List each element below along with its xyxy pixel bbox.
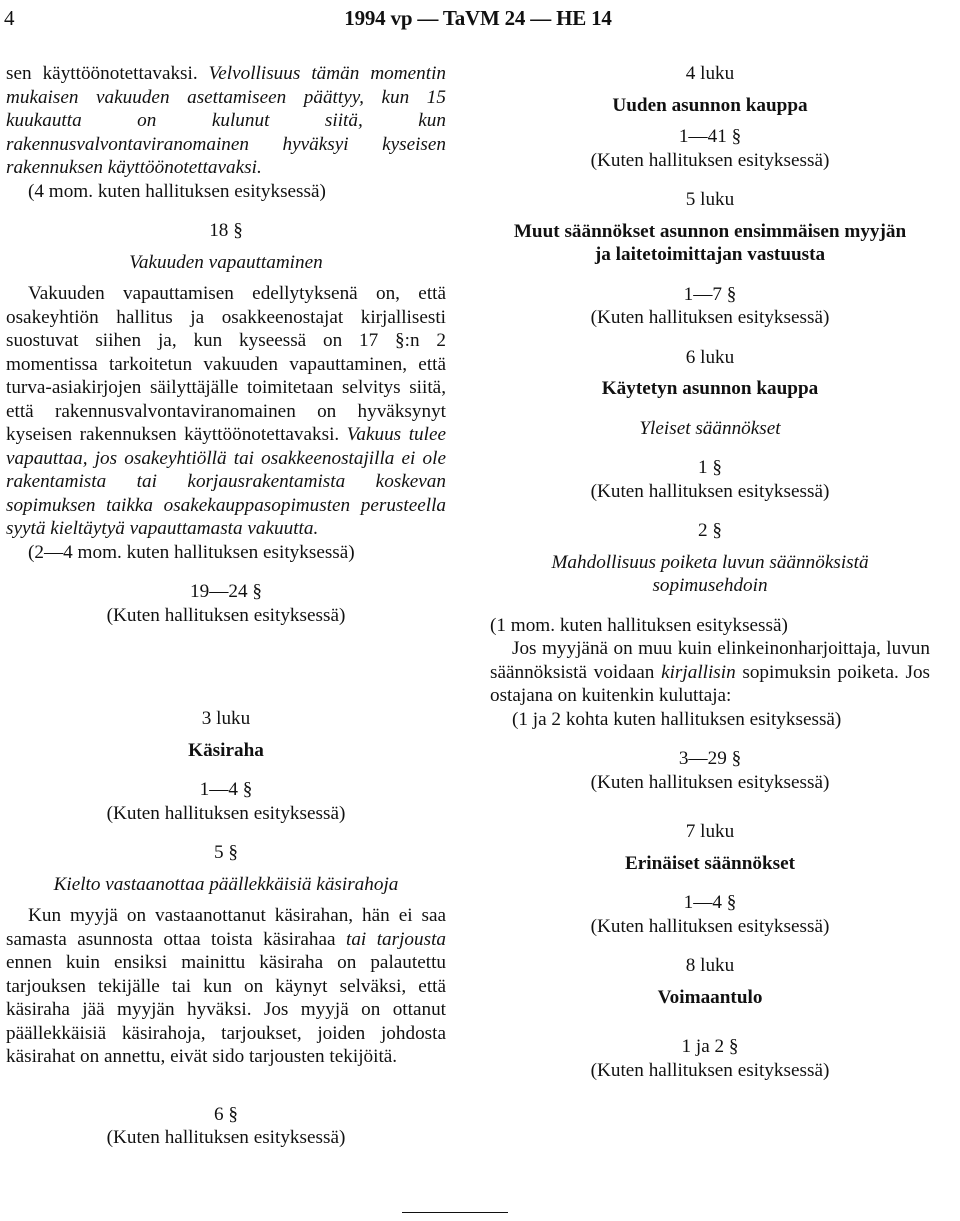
section-reference: (Kuten hallituksen esityksessä)	[590, 915, 830, 937]
section-number: 1—41 §	[678, 126, 742, 147]
right-column	[490, 62, 930, 1082]
section-reference: (Kuten hallituksen esityksessä)	[590, 480, 830, 502]
subsection-title: Yleiset säännökset	[639, 417, 781, 439]
paragraph: (1 ja 2 kohta kuten hallituksen esityksessä)	[512, 708, 842, 730]
section-number: 6 §	[214, 1103, 238, 1125]
section-title: Vakuuden vapauttaminen	[129, 251, 323, 273]
section-number: 1—4 §	[199, 779, 253, 800]
section-reference: (Kuten hallituksen esityksessä)	[590, 149, 830, 171]
paragraph	[6, 62, 446, 180]
section-number: 1—4 §	[683, 892, 737, 913]
chapter-title: Erinäiset säännökset	[624, 852, 796, 874]
paragraph	[6, 904, 446, 1069]
text-run: Jos myyjänä on muu kuin elinkeinonharjoittaja, luvun säännöksistä voidaan	[490, 638, 930, 683]
section-number: 1 ja 2 §	[681, 1036, 739, 1057]
section-reference: (Kuten hallituksen esityksessä)	[106, 1127, 346, 1148]
text-run: sopimuksin poiketa. Jos ostajana on kuitenkin kuluttaja:	[490, 661, 930, 706]
paragraph: (1 mom. kuten hallituksen esityksessä)	[490, 614, 788, 636]
section-number: 5 §	[214, 842, 238, 863]
section-number: 19—24 §	[190, 581, 262, 602]
paragraph	[490, 637, 930, 708]
section-number: 3—29 §	[678, 748, 742, 769]
italic-amendment: Velvollisuus tämän momentin mukaisen vakuuden asettamiseen päättyy, kun 15 kuukautta on kulunut siitä, kun rakennusvalvontaviranomainen hyväksyi kyseisen rakennuksen käyttöönotettavaksi.	[6, 63, 446, 178]
chapter-label: 8 luku	[685, 955, 735, 976]
page-header	[4, 6, 952, 38]
chapter-title: Uuden asunnon kauppa	[612, 94, 808, 116]
section-title: sopimusehdoin	[652, 575, 768, 596]
chapter-label: 5 luku	[685, 189, 735, 210]
left-column	[6, 62, 446, 1150]
paragraph: (2—4 mom. kuten hallituksen esityksessä)	[28, 541, 355, 563]
paragraph	[6, 282, 446, 541]
section-reference: (Kuten hallituksen esityksessä)	[106, 604, 346, 626]
section-reference: (Kuten hallituksen esityksessä)	[590, 307, 830, 328]
text-run: Kun myyjä on vastaanottanut käsirahan, hän ei saa samasta asunnosta ottaa toista käsirahaa	[6, 905, 446, 950]
section-title: Kielto vastaanottaa päällekkäisiä käsirahoja	[53, 873, 399, 895]
section-number: 1—7 §	[683, 283, 737, 305]
running-head: 1994 vp — TaVM 24 — HE 14	[344, 6, 612, 30]
italic-amendment: tai tarjousta	[345, 928, 446, 950]
text-run: sen käyttöönotettavaksi.	[6, 63, 209, 84]
section-reference: (Kuten hallituksen esityksessä)	[590, 771, 830, 793]
chapter-title: Voimaantulo	[657, 986, 763, 1008]
italic-amendment: Vakuus tulee vapauttaa, jos osakeyhtiöllä tai osakkeenostajilla ei ole rakentamista tai korjausrakentamista koskevan sopimuksen taikka osakekauppasopimusten perusteella syytä kieltäytyä vapauttamasta vakuutta.	[6, 424, 446, 539]
section-reference: (Kuten hallituksen esityksessä)	[590, 1059, 830, 1081]
text-run: Vakuuden vapauttamisen edellytyksenä on, että osakeyhtiön hallitus ja osakkeenostajat kirjallisesti suostuvat siihen ja, kun kyseessä on 17 §:n 2 momentissa tarkoitetun vakuuden vapauttaminen, että turva-asiakirjojen säilyttäjälle toimitetaan selvitys siitä, että rakennusvalvontaviranomainen on hyväksynyt kyseisen rakennuksen käyttöönotettavaksi.	[6, 283, 446, 445]
chapter-title: Muut säännökset asunnon ensimmäisen myyjän	[513, 220, 907, 242]
page-number: 4	[4, 6, 15, 30]
chapter-label: 7 luku	[685, 821, 735, 842]
paragraph: (4 mom. kuten hallituksen esityksessä)	[28, 180, 326, 202]
chapter-label: 3 luku	[201, 708, 251, 729]
text-run: ennen kuin ensiksi mainittu käsiraha on palautettu tarjouksen tekijälle tai kun on käynyt selväksi, että käsiraha jää myyjän hyväksi. Jos myyjä on ottanut päällekkäisiä käsirahoja, tarjoukset, joiden johdosta käsirahat on annettu, eivät sido tarjousten tekijöitä.	[6, 952, 446, 1067]
section-title: Mahdollisuus poiketa luvun säännöksistä	[551, 551, 869, 573]
section-number: 18 §	[209, 220, 243, 241]
italic-amendment: kirjallisin	[661, 661, 736, 683]
section-number: 1 §	[698, 457, 722, 478]
chapter-label: 6 luku	[685, 346, 735, 368]
chapter-title: Käytetyn asunnon kauppa	[601, 378, 819, 399]
chapter-title: Käsiraha	[188, 739, 264, 761]
chapter-label: 4 luku	[685, 63, 735, 84]
footer-rule	[402, 1212, 508, 1213]
section-reference: (Kuten hallituksen esityksessä)	[106, 802, 346, 824]
chapter-title: ja laitetoimittajan vastuusta	[594, 244, 826, 265]
section-number: 2 §	[698, 520, 722, 541]
